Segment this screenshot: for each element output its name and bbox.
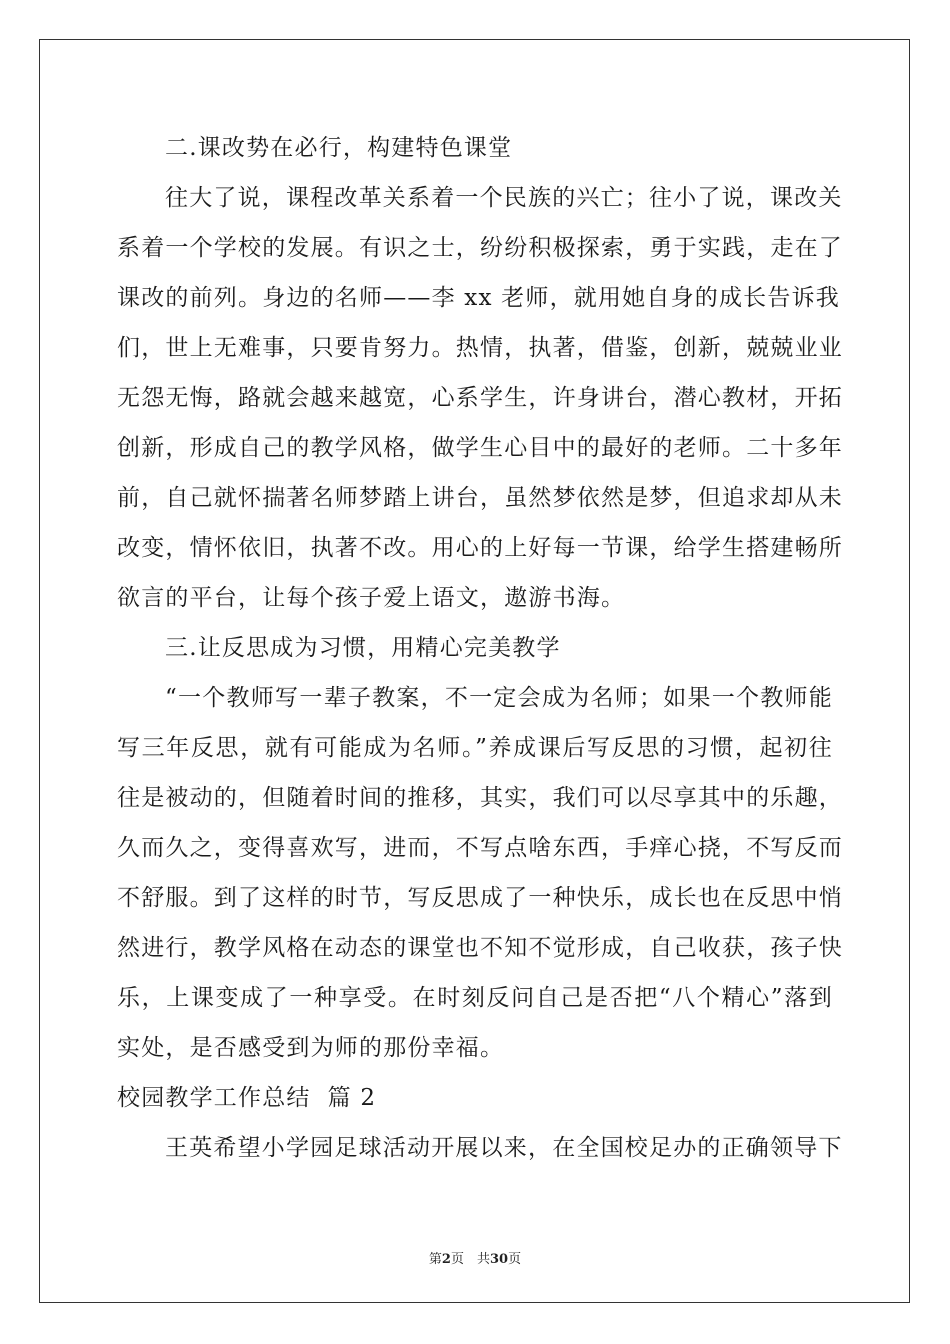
paragraph-line: 然进行，教学风格在动态的课堂也不知不觉形成，自己收获，孩子快 [117,935,843,961]
paragraph-line: 无怨无悔，路就会越来越宽，心系学生，许身讲台，潜心教材，开拓 [117,385,843,411]
paragraph-line: 们，世上无难事，只要肯努力。热情，执著，借鉴，创新，兢兢业业 [117,335,843,361]
paragraph-line: 久而久之，变得喜欢写，进而，不写点啥东西，手痒心挠，不写反而 [117,835,843,861]
footer-suffix: 页 [508,1252,522,1267]
paragraph-line: 往是被动的，但随着时间的推移，其实，我们可以尽享其中的乐趣， [117,785,843,811]
current-page-number: 2 [441,1252,451,1267]
paragraph-line: 改变，情怀依旧，执著不改。用心的上好每一节课，给学生搭建畅所 [117,535,843,561]
section-heading-3: 三.让反思成为习惯，用精心完美教学 [165,635,561,661]
paragraph-line: 往大了说，课程改革关系着一个民族的兴亡；往小了说，课改关 [165,185,843,211]
section-heading-2: 二.课改势在必行，构建特色课堂 [165,135,513,161]
paragraph-line: 实处，是否感受到为师的那份幸福。 [117,1035,505,1061]
paragraph-line: 系着一个学校的发展。有识之士，纷纷积极探索，勇于实践，走在了 [117,235,843,261]
paragraph-line: 创新，形成自己的教学风格，做学生心目中的最好的老师。二十多年 [117,435,843,461]
footer-mid: 页 共 [450,1252,490,1267]
footer-prefix: 第 [428,1252,442,1267]
total-pages-number: 30 [489,1252,509,1267]
paragraph-line: “一个教师写一辈子教案，不一定会成为名师；如果一个教师能 [165,685,833,711]
paragraph-line: 乐，上课变成了一种享受。在时刻反问自己是否把“八个精心”落到 [117,985,833,1011]
paragraph-line: 前，自己就怀揣著名师梦踏上讲台，虽然梦依然是梦，但追求却从未 [117,485,843,511]
paragraph-line: 写三年反思，就有可能成为名师。”养成课后写反思的习惯，起初往 [117,735,833,761]
paragraph-line: 课改的前列。身边的名师——李 xx 老师，就用她自身的成长告诉我 [117,285,840,311]
paragraph-line: 不舒服。到了这样的时节，写反思成了一种快乐，成长也在反思中悄 [117,885,843,911]
article-title: 校园教学工作总结 篇 2 [117,1085,377,1111]
paragraph-line: 欲言的平台，让每个孩子爱上语文，遨游书海。 [117,585,626,611]
page-footer [0,1248,950,1267]
paragraph-line: 王英希望小学园足球活动开展以来，在全国校足办的正确领导下 [165,1135,843,1161]
